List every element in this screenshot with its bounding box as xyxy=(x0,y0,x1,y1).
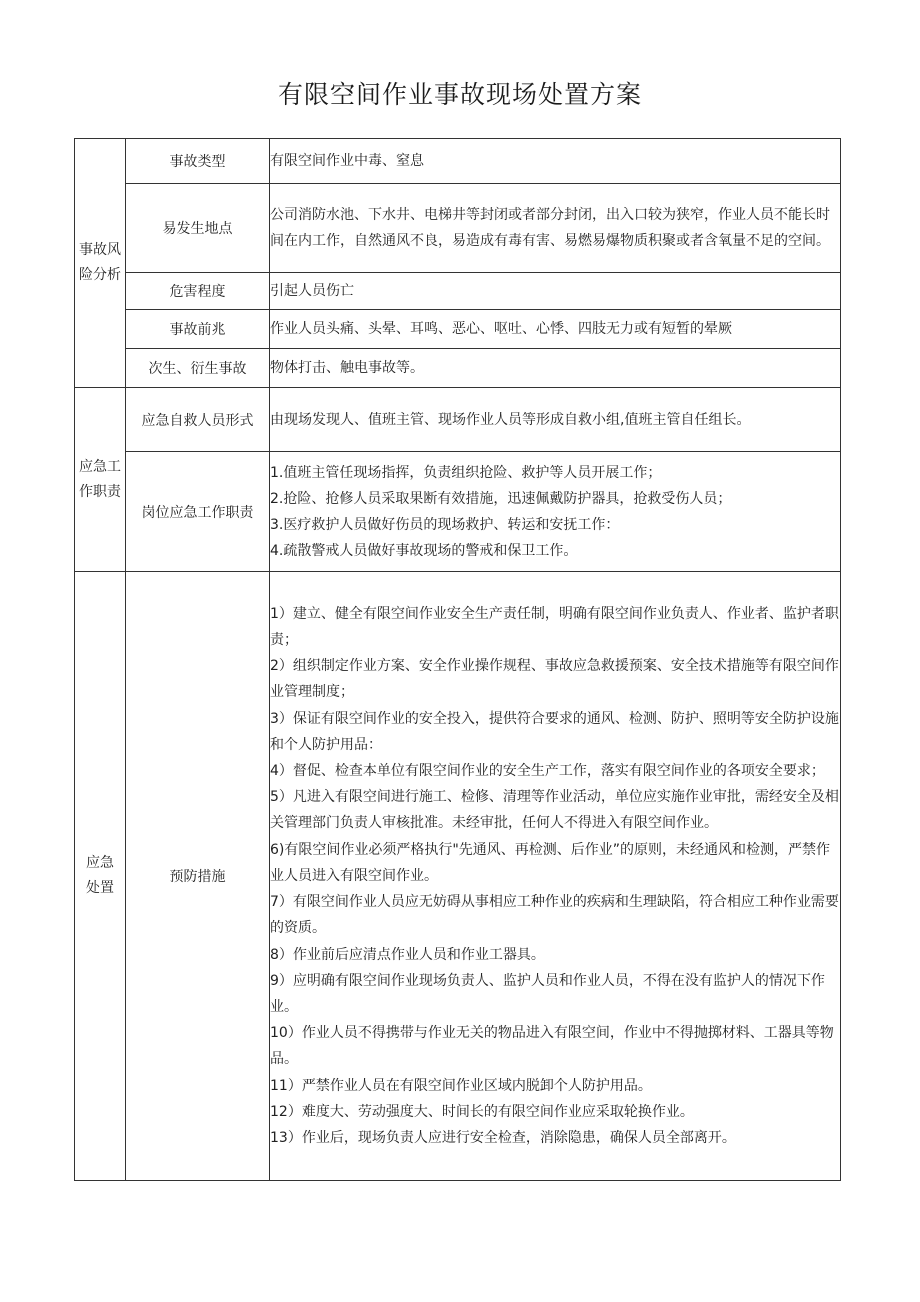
value-harm-level: 引起人员伤亡 xyxy=(270,273,841,310)
value-prevention xyxy=(270,572,841,1181)
label-prevention: 预防措施 xyxy=(126,572,270,1181)
list-item: 9）应明确有限空间作业现场负责人、监护人员和作业人员，不得在没有监护人的情况下作业。 xyxy=(270,972,825,1015)
list-item: 2）组织制定作业方案、安全作业操作规程、事故应急救援预案、安全技术措施等有限空间作业管理制度； xyxy=(270,658,839,701)
table-row xyxy=(75,184,841,273)
document-title: 有限空间作业事故现场处置方案 xyxy=(277,80,642,109)
list-item: 1.值班主管任现场指挥，负责组织抢险、救护等人员开展工作； xyxy=(270,464,662,481)
value-self-rescue-form: 由现场发现人、值班主管、现场作业人员等形成自救小组,值班主管自任组长。 xyxy=(270,388,841,452)
list-item: 13）作业后，现场负责人应进行安全检查，消除隐患，确保人员全部离开。 xyxy=(270,1129,736,1146)
value-accident-type: 有限空间作业中毒、窒息 xyxy=(270,139,841,184)
list-item: 6)有限空间作业必须严格执行"先通风、再检测、后作业”的原则，未经通风和检测，严禁作业人员进入有限空间作业。 xyxy=(270,841,831,884)
list-item: 12）难度大、劳动强度大、时间长的有限空间作业应采取轮换作业。 xyxy=(270,1103,694,1120)
plan-table xyxy=(74,138,841,1181)
category-emergency-duty: 应急工 作职责 xyxy=(75,388,126,572)
list-item: 10）作业人员不得携带与作业无关的物品进入有限空间，作业中不得抛掷材料、工器具等物品。 xyxy=(270,1025,834,1068)
list-item: 7）有限空间作业人员应无妨碍从事相应工种作业的疾病和生理缺陷，符合相应工种作业需要的资质。 xyxy=(270,894,839,937)
list-item: 11）严禁作业人员在有限空间作业区域内脱卸个人防护用品。 xyxy=(270,1077,652,1094)
value-secondary-accident: 物体打击、触电事故等。 xyxy=(270,349,841,388)
table-row xyxy=(75,572,841,1181)
list-item: 1）建立、健全有限空间作业安全生产责任制，明确有限空间作业负责人、作业者、监护者职责； xyxy=(270,605,839,649)
list-item: 8）作业前后应清点作业人员和作业工器具。 xyxy=(270,946,545,963)
table-row xyxy=(75,349,841,388)
list-item: 2.抢险、抢修人员采取果断有效措施，迅速佩戴防护器具，抢救受伤人员； xyxy=(270,490,732,507)
table-row xyxy=(75,310,841,349)
value-location: 公司消防水池、下水井、电梯井等封闭或者部分封闭，出入口较为狭窄，作业人员不能长时间在内工作，自然通风不良，易造成有毒有害、易燃易爆物质积聚或者含氧量不足的空间。 xyxy=(270,184,841,273)
label-precursor: 事故前兆 xyxy=(126,310,270,349)
label-accident-type: 事故类型 xyxy=(126,139,270,184)
value-post-duty xyxy=(270,452,841,572)
table-row xyxy=(75,273,841,310)
category-emergency-handling: 应急 处置 xyxy=(75,572,126,1181)
label-post-duty: 岗位应急工作职责 xyxy=(126,452,270,572)
label-location: 易发生地点 xyxy=(126,184,270,273)
label-self-rescue-form: 应急自救人员形式 xyxy=(126,388,270,452)
list-item: 4.疏散警戒人员做好事故现场的警戒和保卫工作。 xyxy=(270,542,578,559)
list-item: 3.医疗救护人员做好伤员的现场救护、转运和安抚工作： xyxy=(270,516,620,533)
value-precursor: 作业人员头痛、头晕、耳鸣、恶心、呕吐、心悸、四肢无力或有短暂的晕厥 xyxy=(270,310,841,349)
table-row xyxy=(75,139,841,184)
table-row xyxy=(75,452,841,572)
list-item: 4）督促、检查本单位有限空间作业的安全生产工作，落实有限空间作业的各项安全要求； xyxy=(270,763,825,780)
list-item: 5）凡进入有限空间进行施工、检修、清理等作业活动，单位应实施作业审批，需经安全及相关管理部门负责人审核批准。未经审批，任何人不得进入有限空间作业。 xyxy=(270,789,839,832)
label-harm-level: 危害程度 xyxy=(126,273,270,310)
list-item: 3）保证有限空间作业的安全投入，提供符合要求的通风、检测、防护、照明等安全防护设施和个人防护用品： xyxy=(270,710,839,753)
category-risk-analysis: 事故风 险分析 xyxy=(75,139,126,388)
table-row xyxy=(75,388,841,452)
label-secondary-accident: 次生、衍生事故 xyxy=(126,349,270,388)
